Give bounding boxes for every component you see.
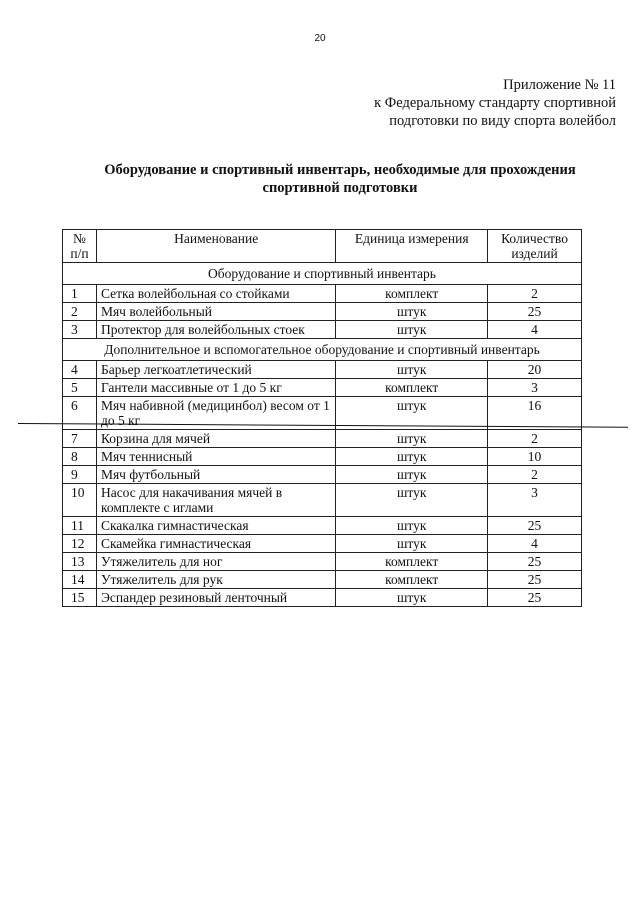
item-quantity: 16 — [488, 397, 582, 430]
table-row — [63, 517, 582, 535]
header-number: № п/п — [63, 230, 97, 263]
item-unit: штук — [336, 430, 488, 448]
row-number: 5 — [63, 379, 97, 397]
item-name: Мяч волейбольный — [96, 303, 335, 321]
item-quantity: 25 — [488, 517, 582, 535]
table-row — [63, 571, 582, 589]
item-unit: штук — [336, 466, 488, 484]
item-quantity: 25 — [488, 589, 582, 607]
item-unit: комплект — [336, 285, 488, 303]
table-header-row — [63, 230, 582, 263]
table-row — [63, 535, 582, 553]
item-quantity: 10 — [488, 448, 582, 466]
table-row — [63, 448, 582, 466]
item-quantity: 3 — [488, 484, 582, 517]
item-name: Скамейка гимнастическая — [96, 535, 335, 553]
table-row — [63, 321, 582, 339]
item-unit: штук — [336, 303, 488, 321]
item-name: Гантели массивные от 1 до 5 кг — [96, 379, 335, 397]
header-name: Наименование — [96, 230, 335, 263]
item-name: Скакалка гимнастическая — [96, 517, 335, 535]
table-row — [63, 285, 582, 303]
document-title-line-1: Оборудование и спортивный инвентарь, необходимые для прохождения — [104, 162, 576, 178]
table-row — [63, 589, 582, 607]
item-quantity: 2 — [488, 466, 582, 484]
row-number: 8 — [63, 448, 97, 466]
item-unit: штук — [336, 361, 488, 379]
item-quantity: 25 — [488, 303, 582, 321]
item-unit: штук — [336, 535, 488, 553]
equipment-table — [62, 229, 582, 607]
item-name: Эспандер резиновый ленточный — [96, 589, 335, 607]
row-number: 2 — [63, 303, 97, 321]
item-quantity: 2 — [488, 430, 582, 448]
item-quantity: 25 — [488, 571, 582, 589]
item-quantity: 20 — [488, 361, 582, 379]
item-unit: штук — [336, 517, 488, 535]
row-number: 7 — [63, 430, 97, 448]
item-name: Насос для накачивания мячей в комплекте с иглами — [96, 484, 335, 517]
item-unit: штук — [336, 484, 488, 517]
appendix-header — [374, 76, 616, 130]
item-unit: штук — [336, 321, 488, 339]
section-title: Оборудование и спортивный инвентарь — [63, 263, 582, 285]
row-number: 11 — [63, 517, 97, 535]
table-row — [63, 484, 582, 517]
table-row — [63, 430, 582, 448]
item-name: Утяжелитель для рук — [96, 571, 335, 589]
item-name: Барьер легкоатлетический — [96, 361, 335, 379]
item-name: Корзина для мячей — [96, 430, 335, 448]
table-row — [63, 553, 582, 571]
section-header-row — [63, 339, 582, 361]
document-title — [60, 161, 620, 197]
table-row — [63, 361, 582, 379]
appendix-line-1: Приложение № 11 — [503, 77, 616, 93]
row-number: 14 — [63, 571, 97, 589]
row-number: 13 — [63, 553, 97, 571]
row-number: 6 — [63, 397, 97, 430]
header-unit: Единица измерения — [336, 230, 488, 263]
item-name: Утяжелитель для ног — [96, 553, 335, 571]
row-number: 9 — [63, 466, 97, 484]
document-title-line-2: спортивной подготовки — [262, 180, 418, 196]
item-name: Мяч футбольный — [96, 466, 335, 484]
table-row — [63, 466, 582, 484]
header-quantity: Количество изделий — [488, 230, 582, 263]
table-row — [63, 303, 582, 321]
item-name: Мяч теннисный — [96, 448, 335, 466]
section-header-row — [63, 263, 582, 285]
item-name: Сетка волейбольная со стойками — [96, 285, 335, 303]
item-name: Мяч набивной (медицинбол) весом от 1 до 5 кг — [96, 397, 335, 430]
item-quantity: 25 — [488, 553, 582, 571]
item-quantity: 3 — [488, 379, 582, 397]
appendix-line-3: подготовки по виду спорта волейбол — [389, 113, 616, 129]
row-number: 12 — [63, 535, 97, 553]
row-number: 3 — [63, 321, 97, 339]
item-unit: штук — [336, 448, 488, 466]
section-title: Дополнительное и вспомогательное оборудование и спортивный инвентарь — [63, 339, 582, 361]
item-unit: комплект — [336, 379, 488, 397]
row-number: 4 — [63, 361, 97, 379]
item-unit: комплект — [336, 571, 488, 589]
row-number: 10 — [63, 484, 97, 517]
item-quantity: 2 — [488, 285, 582, 303]
appendix-line-2: к Федеральному стандарту спортивной — [374, 95, 616, 111]
item-name: Протектор для волейбольных стоек — [96, 321, 335, 339]
item-quantity: 4 — [488, 321, 582, 339]
row-number: 1 — [63, 285, 97, 303]
page-number: 20 — [314, 33, 326, 44]
item-unit: штук — [336, 589, 488, 607]
table-row — [63, 379, 582, 397]
table-body — [63, 263, 582, 607]
item-quantity: 4 — [488, 535, 582, 553]
row-number: 15 — [63, 589, 97, 607]
item-unit: штук — [336, 397, 488, 430]
item-unit: комплект — [336, 553, 488, 571]
